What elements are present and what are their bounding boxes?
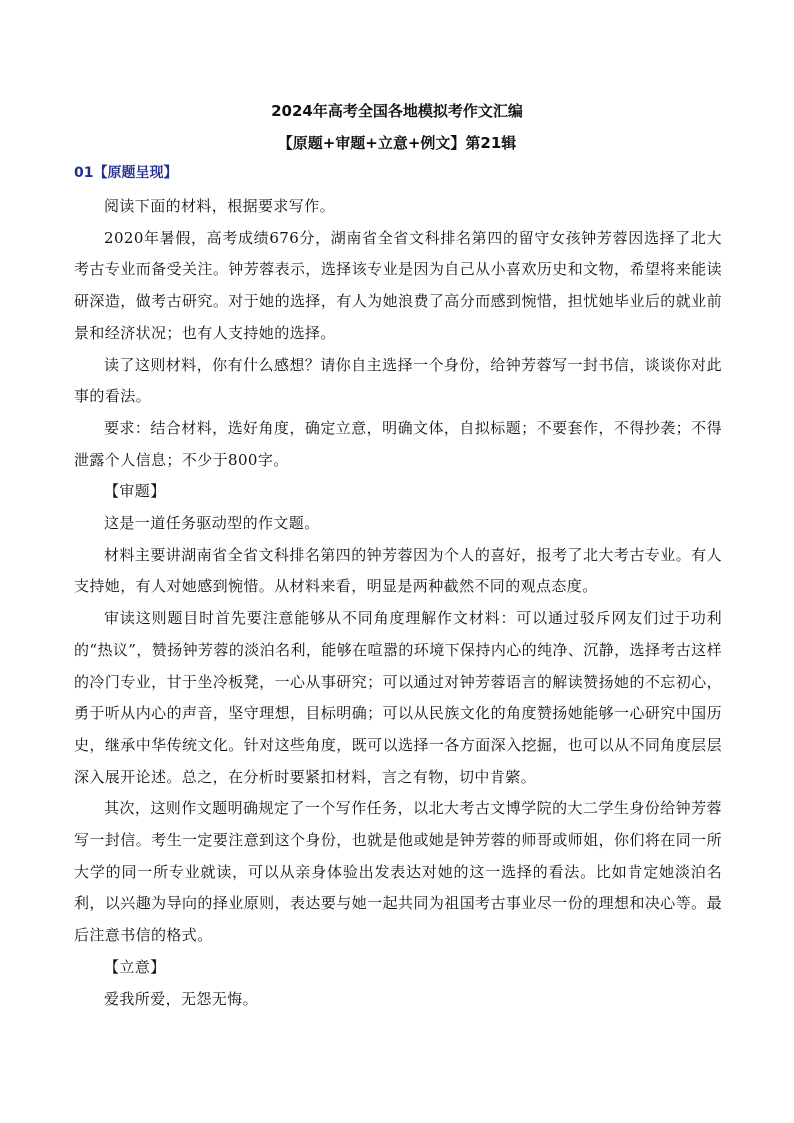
document-title: 2024年高考全国各地模拟考作文汇编 bbox=[271, 102, 523, 120]
paragraph-analysis-2: 材料主要讲湖南省全省文科排名第四的钟芳蓉因为个人的喜好，报考了北大考古专业。有人支持她，有人对她感到惋惜。从材料来看，明显是两种截然不同的观点态度。 bbox=[74, 545, 722, 596]
paragraph-instruction: 阅读下面的材料，根据要求写作。 bbox=[104, 197, 336, 215]
paragraph-material: 2020年暑假，高考成绩676分，湖南省全省文科排名第四的留守女孩钟芳蓉因选择了北大考古专业而备受关注。钟芳蓉表示，选择该专业是因为自己从小喜欢历史和文物，希望将来能读研深造，做考古研究。对于她的选择，有人为她浪费了高分而感到惋惜，担忧她毕业后的就业前景和经济状况；也有人支持她的选择。 bbox=[74, 228, 722, 342]
body-text bbox=[74, 191, 722, 1015]
paragraph-analysis-4: 其次，这则作文题明确规定了一个写作任务，以北大考古文博学院的大二学生身份给钟芳蓉写一封信。考生一定要注意到这个身份，也就是他或她是钟芳蓉的师哥或师姐，你们将在同一所大学的同一所专业就读，可以从亲身体验出发表达对她的这一选择的看法。比如肯定她淡泊名利，以兴趣为导向的择业原则，表达要与她一起共同为祖国考古事业尽一份的理想和决心等。最后注意书信的格式。 bbox=[74, 799, 722, 945]
paragraph-task: 读了这则材料，你有什么感想？请你自主选择一个身份，给钟芳蓉写一封书信，谈谈你对此事的看法。 bbox=[74, 355, 722, 406]
heading-analysis: 【审题】 bbox=[104, 482, 166, 501]
paragraph-thesis: 爱我所爱，无怨无悔。 bbox=[104, 989, 259, 1008]
section-label-original-question: 01【原题呈现】 bbox=[74, 165, 178, 181]
heading-thesis: 【立意】 bbox=[104, 957, 166, 976]
paragraph-analysis-3: 审读这则题目时首先要注意能够从不同角度理解作文材料：可以通过驳斥网友们过于功利的“热议”，赞扬钟芳蓉的淡泊名利，能够在喧嚣的环境下保持内心的纯净、沉静，选择考古这样的冷门专业，甘于坐冷板凳，一心从事研究；可以通过对钟芳蓉语言的解读赞扬她的不忘初心，勇于听从内心的声音，坚守理想，目标明确；可以从民族文化的角度赞扬她能够一心研究中国历史，继承中华传统文化。针对这些角度，既可以选择一各方面深入挖掘，也可以从不同角度层层深入展开论述。总之，在分析时要紧扣材料，言之有物，切中肯綮。 bbox=[74, 609, 722, 786]
document-subtitle: 【原题+审题+立意+例文】第21辑 bbox=[277, 134, 517, 152]
paragraph-analysis-1: 这是一道任务驱动型的作文题。 bbox=[104, 514, 320, 533]
paragraph-requirements: 要求：结合材料，选好角度，确定立意，明确文体，自拟标题；不要套作，不得抄袭；不得泄露个人信息；不少于800字。 bbox=[74, 418, 722, 469]
